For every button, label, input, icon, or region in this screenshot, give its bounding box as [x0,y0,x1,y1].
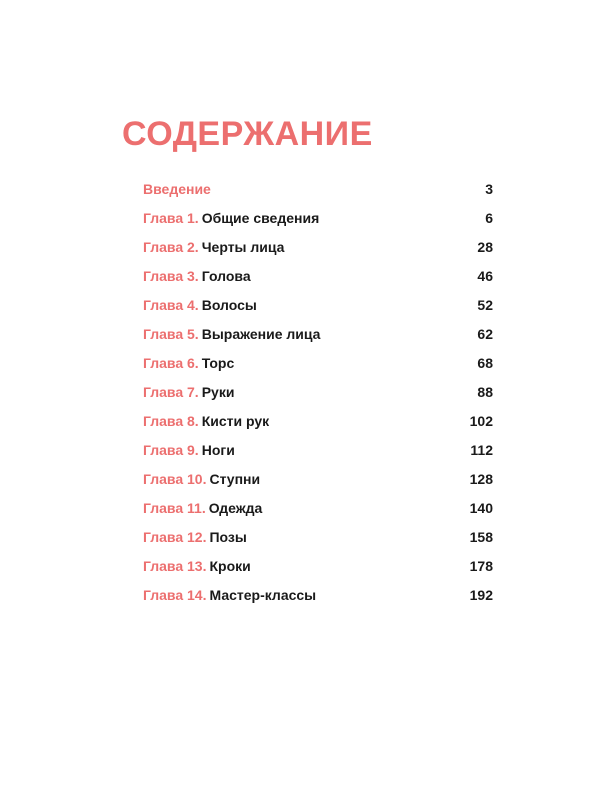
entry-label: Глава 8. [143,413,199,429]
entry-page-number: 140 [469,500,493,516]
toc-entry-chapter-10 [143,468,493,497]
entry-title: Ноги [201,442,235,458]
entry-label: Глава 12. [143,529,207,545]
entry-title: Мастер-классы [209,587,317,603]
entry-page-number: 6 [485,210,493,226]
entry-title: Волосы [201,297,257,313]
entry-title: Торс [201,355,235,371]
entry-label: Глава 4. [143,297,199,313]
entry-page-number: 62 [477,326,493,342]
toc-entry-chapter-1 [143,207,493,236]
entry-label: Глава 3. [143,268,199,284]
toc-list [143,178,493,613]
entry-page-number: 128 [469,471,493,487]
toc-entry-chapter-8 [143,410,493,439]
entry-title: Черты лица [201,239,285,255]
entry-page-number: 192 [469,587,493,603]
entry-label: Глава 5. [143,326,199,342]
entry-label: Глава 6. [143,355,199,371]
entry-page-number: 28 [477,239,493,255]
toc-entry-chapter-7 [143,381,493,410]
entry-title: Кроки [209,558,251,574]
entry-page-number: 68 [477,355,493,371]
toc-entry-introduction [143,178,493,207]
toc-entry-chapter-12 [143,526,493,555]
entry-page-number: 178 [469,558,493,574]
entry-title: Выражение лица [201,326,321,342]
entry-page-number: 52 [477,297,493,313]
entry-title: Ступни [209,471,261,487]
toc-entry-chapter-14 [143,584,493,613]
entry-title: Кисти рук [201,413,270,429]
entry-page-number: 88 [477,384,493,400]
entry-title: Одежда [208,500,263,516]
toc-entry-chapter-6 [143,352,493,381]
entry-label: Глава 14. [143,587,207,603]
entry-page-number: 3 [485,181,493,197]
entry-label: Глава 1. [143,210,199,226]
toc-entry-chapter-11 [143,497,493,526]
entry-title: Позы [209,529,247,545]
entry-page-number: 112 [470,442,493,458]
entry-label: Глава 11. [143,500,206,516]
toc-entry-chapter-9 [143,439,493,468]
entry-label: Глава 13. [143,558,207,574]
toc-entry-chapter-3 [143,265,493,294]
entry-page-number: 46 [477,268,493,284]
toc-entry-chapter-4 [143,294,493,323]
entry-title: Руки [201,384,235,400]
toc-entry-chapter-5 [143,323,493,352]
entry-page-number: 158 [469,529,493,545]
toc-entry-chapter-13 [143,555,493,584]
toc-entry-chapter-2 [143,236,493,265]
entry-label: Глава 9. [143,442,199,458]
entry-title: Голова [201,268,251,284]
entry-title: Общие сведения [201,210,320,226]
entry-label: Введение [143,181,211,197]
entry-label: Глава 10. [143,471,207,487]
entry-page-number: 102 [469,413,493,429]
toc-heading: СОДЕРЖАНИЕ [122,115,373,153]
entry-label: Глава 2. [143,239,199,255]
entry-label: Глава 7. [143,384,199,400]
